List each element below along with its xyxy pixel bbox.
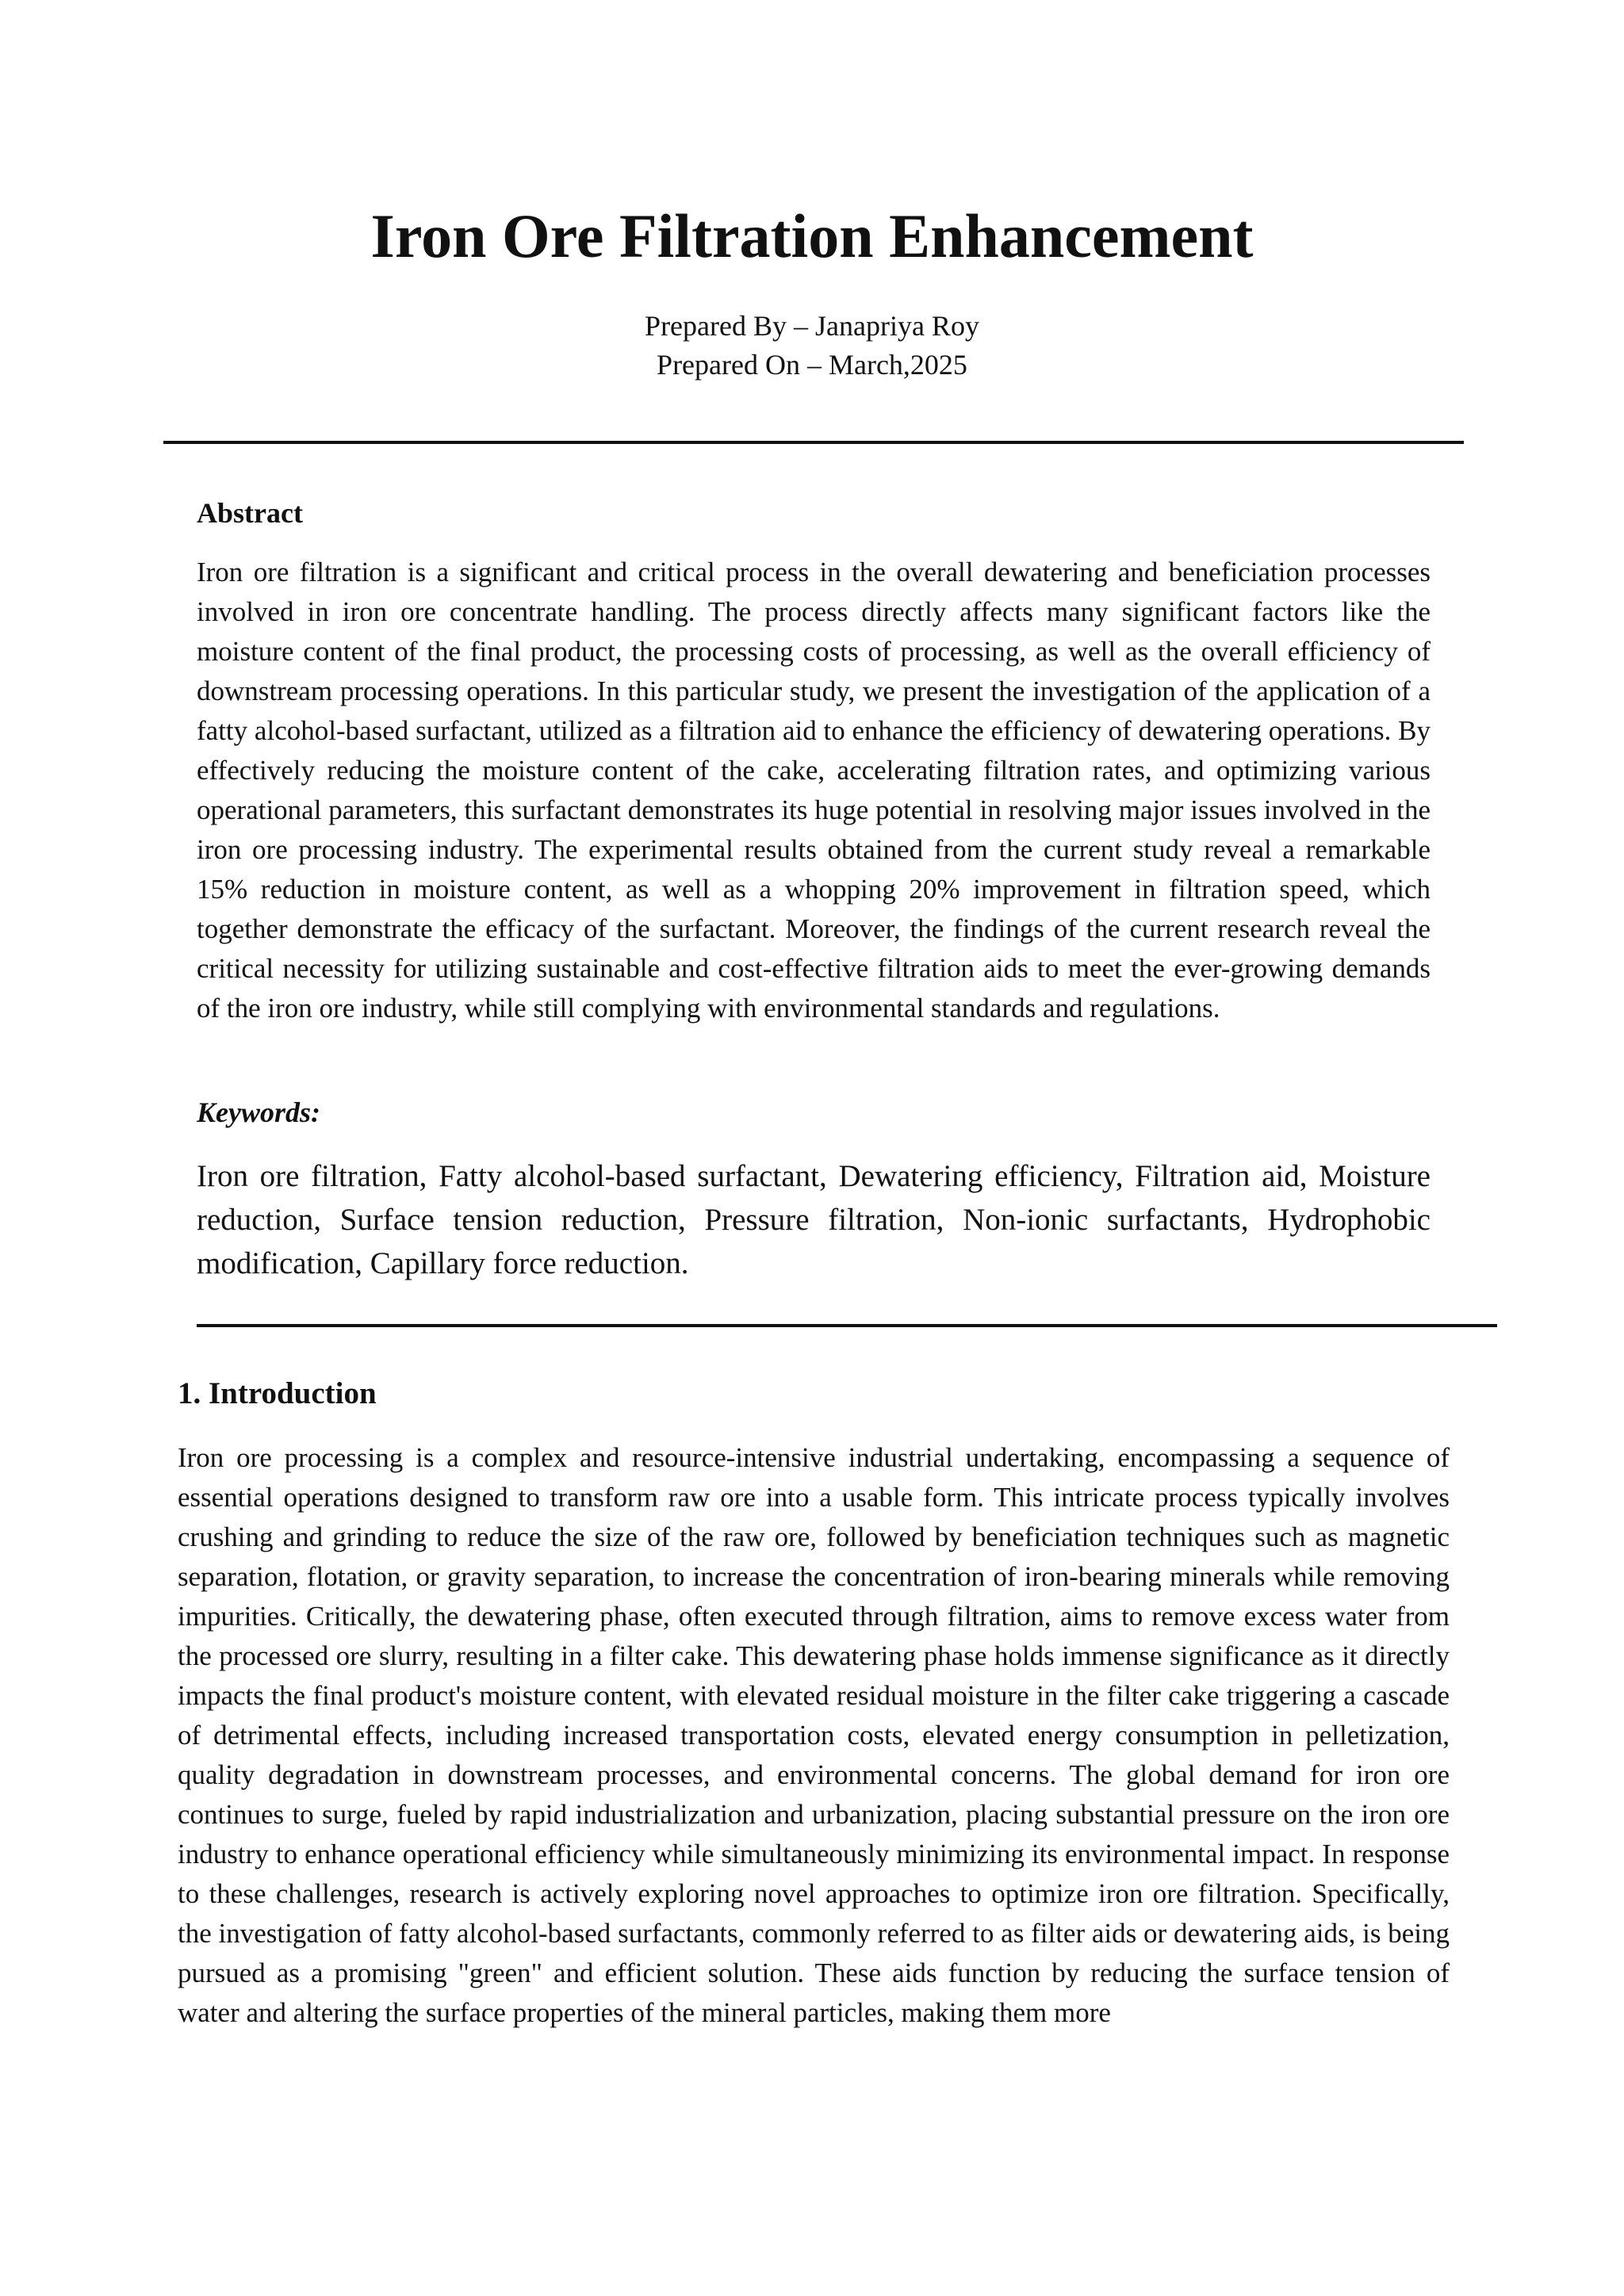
prepared-on: Prepared On – March,2025 (657, 349, 967, 381)
abstract-heading: Abstract (197, 497, 303, 529)
introduction-heading: 1. Introduction (178, 1376, 377, 1410)
abstract-divider (197, 1324, 1497, 1327)
keywords-body: Iron ore filtration, Fatty alcohol-based surfactant, Dewatering efficiency, Filtration aid, Moisture reduction, Surface tension reduction, Pressure filtration, Non-ionic surfactants, Hydrophobic modification, Capillary force reduction. (197, 1159, 1431, 1280)
abstract-body: Iron ore filtration is a significant and critical process in the overall dewatering and beneficiation processes involved in iron ore concentrate handling. The process directly affects many significant factors like the moisture content of the final product, the processing costs of processing, as well as the overall efficiency of downstream processing operations. In this particular study, we present the investigation of the application of a fatty alcohol-based surfactant, utilized as a filtration aid to enhance the efficiency of dewatering operations. By effectively reducing the moisture content of the cake, accelerating filtration rates, and optimizing various operational parameters, this surfactant demonstrates its huge potential in resolving major issues involved in the iron ore processing industry. The experimental results obtained from the current study reveal a remarkable 15% reduction in moisture content, as well as a whopping 20% improvement in filtration speed, which together demonstrate the efficacy of the surfactant. Moreover, the findings of the current research reveal the critical necessity for utilizing sustainable and cost-effective filtration aids to meet the ever-growing demands of the iron ore industry, while still complying with environmental standards and regulations. (197, 557, 1431, 1024)
document-title: Iron Ore Filtration Enhancement (370, 201, 1254, 270)
title-divider (163, 441, 1464, 444)
keywords-heading: Keywords: (197, 1096, 320, 1128)
prepared-by: Prepared By – Janapriya Roy (645, 310, 979, 342)
introduction-body: Iron ore processing is a complex and resource-intensive industrial undertaking, encompassing a sequence of essential operations designed to transform raw ore into a usable form. This intricate process typically involves crushing and grinding to reduce the size of the raw ore, followed by beneficiation techniques such as magnetic separation, flotation, or gravity separation, to increase the concentration of iron-bearing minerals while removing impurities. Critically, the dewatering phase, often executed through filtration, aims to remove excess water from the processed ore slurry, resulting in a filter cake. This dewatering phase holds immense significance as it directly impacts the final product's moisture content, with elevated residual moisture in the filter cake triggering a cascade of detrimental effects, including increased transportation costs, elevated energy consumption in pelletization, quality degradation in downstream processes, and environmental concerns. The global demand for iron ore continues to surge, fueled by rapid industrialization and urbanization, placing substantial pressure on the iron ore industry to enhance operational efficiency while simultaneously minimizing its environmental impact. In response to these challenges, research is actively exploring novel approaches to optimize iron ore filtration. Specifically, the investigation of fatty alcohol-based surfactants, commonly referred to as filter aids or dewatering aids, is being pursued as a promising "green" and efficient solution. These aids function by reducing the surface tension of water and altering the surface properties of the mineral particles, making them more (178, 1442, 1450, 2028)
